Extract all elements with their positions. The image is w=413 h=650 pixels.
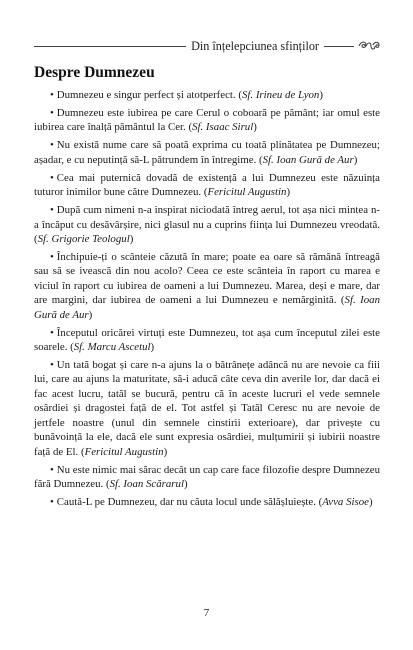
running-head-rule-left	[34, 46, 186, 47]
quote-source: Sf. Ioan Gură de Aur	[262, 153, 354, 166]
quote-source: Sf. Isaac Sirul	[192, 121, 254, 134]
quote-text: Un tată bogat și care n-a ajuns la o bătrânețe adâncă nu are nevoie ca fiii lui, care au ajuns la maturitate, să-i aducă câte ceva din averile lor, dar dacă ei fac acest lucru, tatăl se bucură, pentru că în aceste lucruri el vede semnele osârdiei și dragostei față de el. Tot astfel și Tatăl Ceresc nu are nevoie de jertfele noastre (unul din semnele cinstirii exterioare), dar privește cu bunăvoință la ele, dacă ele sunt expresia osârdiei, mulțumirii și iubirii noastre față de El. (	[34, 359, 380, 458]
quote-source: Avva Sisoe	[322, 495, 369, 508]
quote-text: După cum nimeni n-a inspirat niciodată întreg aerul, tot așa nici mintea n-a încăput cu desăvârșire, nici glasul nu a cuprins ființa lui Dumnezeu vreodată. (	[34, 204, 380, 246]
quote-text: Nu este nimic mai sărac decât un cap care face filozofie despre Dumnezeu fără Dumnezeu. (	[34, 463, 380, 490]
running-head	[34, 38, 380, 54]
quote-text: Dumnezeu este iubirea pe care Cerul o coboară pe pământ; iar omul este iubirea care înalță pământul la Cer. (	[34, 107, 380, 134]
quote-item	[34, 326, 380, 355]
quote-item	[34, 463, 380, 492]
quote-item	[34, 171, 380, 200]
quote-source: Sf. Irineu de Lyon	[241, 89, 320, 101]
bullet-icon: •	[50, 463, 54, 476]
bullet-icon: •	[50, 139, 54, 152]
quote-close: )	[163, 445, 168, 458]
quote-text: Închipuie-ți o scânteie căzută în mare; poate ea oare să rămână întreagă sau să se ivească din nou acolo? Ceea ce este scânteia în raport cu marea e viciul în raport cu iubirea de oameni a lui Dumnezeu. Marea, deși e mare, dar are margini, dar iubirea de oameni a lui Dumnezeu e nemărginită. (	[34, 251, 380, 307]
bullet-icon: •	[50, 107, 54, 119]
quote-close: )	[88, 308, 93, 321]
quote-source: Sf. Ioan Scărarul	[109, 477, 184, 490]
quote-text: Dumnezeu e singur perfect și atotperfect. (	[56, 89, 242, 101]
quote-text: Nu există nume care să poată exprima cu toată plinătatea pe Dumnezeu; așadar, e cu neputință să-L pătrundem în întregime. (	[34, 139, 380, 166]
bullet-icon: •	[50, 171, 54, 184]
quote-item	[34, 358, 380, 459]
running-head-rule-right	[324, 46, 354, 47]
bullet-icon: •	[50, 89, 54, 101]
bullet-icon: •	[50, 495, 54, 508]
quote-close: )	[319, 89, 323, 101]
quote-source: Fericitul Augustin	[207, 186, 287, 199]
quotes-list	[34, 88, 380, 513]
quote-item	[34, 88, 380, 102]
quote-close: )	[368, 495, 373, 508]
quote-close: )	[129, 233, 134, 246]
quote-source: Sf. Ioan Gură de Aur	[34, 294, 380, 321]
quote-item	[34, 203, 380, 246]
quote-source: Sf. Marcu Ascetul	[73, 341, 151, 354]
quote-item	[34, 250, 380, 322]
quote-text: Caută-L pe Dumnezeu, dar nu căuta locul unde sălășluiește. (	[56, 495, 323, 508]
quote-close: )	[286, 186, 291, 199]
quote-close: )	[253, 121, 257, 134]
bullet-icon: •	[50, 359, 54, 372]
quote-item	[34, 138, 380, 167]
bullet-icon: •	[50, 326, 54, 339]
section-title: Despre Dumnezeu	[34, 64, 155, 81]
quote-close: )	[353, 153, 358, 166]
quote-close: )	[183, 477, 188, 490]
quote-source: Fericitul Augustin	[84, 445, 164, 458]
quote-item	[34, 495, 380, 509]
quote-text: Cea mai puternică dovadă de existență a lui Dumnezeu este năzuința tuturor inimilor bune către Dumnezeu. (	[34, 171, 380, 199]
quote-close: )	[150, 341, 155, 354]
bullet-icon: •	[50, 204, 54, 217]
quote-source: Sf. Grigorie Teologul	[37, 233, 130, 246]
quote-item	[34, 106, 380, 135]
running-head-title: Din înțelepciunea sfinților	[191, 38, 319, 53]
quote-text: Începutul oricărei virtuți este Dumnezeu, tot așa cum începutul zilei este soarele. (	[34, 326, 380, 354]
bullet-icon: •	[50, 251, 54, 264]
scroll-flourish-icon	[358, 40, 380, 52]
page-number: 7	[203, 607, 210, 619]
